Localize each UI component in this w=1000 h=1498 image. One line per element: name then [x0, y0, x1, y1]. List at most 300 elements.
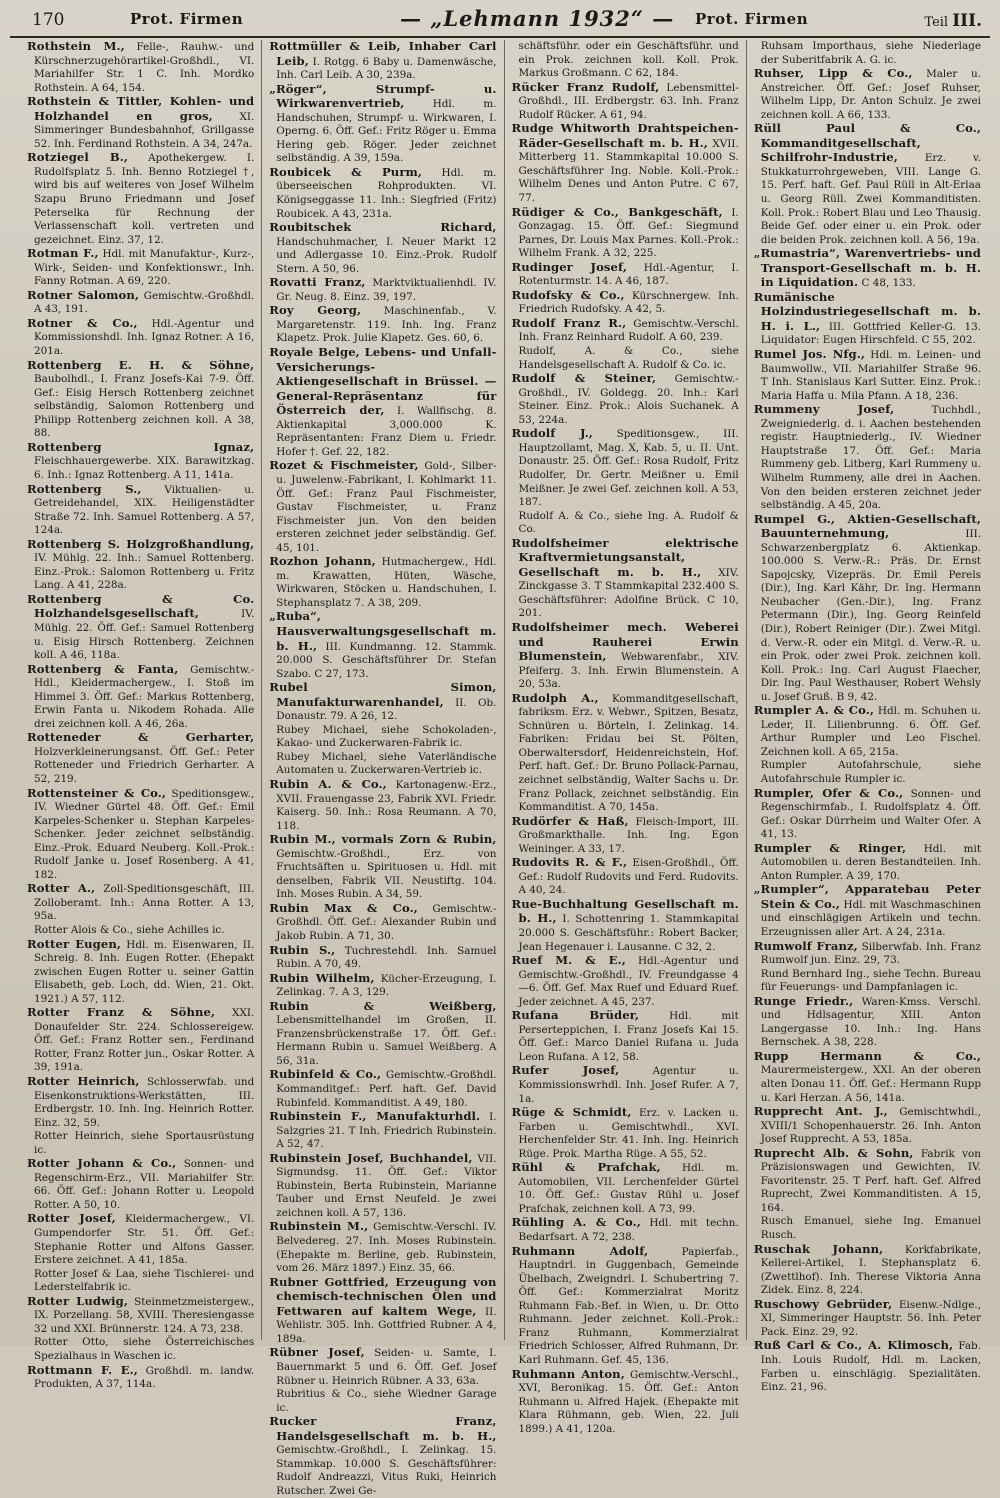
firm-name: Rotner Salomon,: [27, 287, 140, 302]
entry-text: Kücher-Erzeugung, I. Zelinkag. 7. A 3, 129.: [276, 972, 497, 999]
directory-entry: [754, 291, 981, 348]
entry-text: Hdl. mit Manufaktur-, Kurz-, Wirk-, Seiden- und Konfektionswr., Inh. Fanny Rotman. A 69, 220.: [34, 248, 255, 288]
directory-entry: [754, 995, 981, 1050]
firm-name: Rumpler, Ofer & Co.,: [753, 785, 904, 800]
entry-text: Gemischtw.-Großhdl. Kommanditgef.: Perf. haft. Gef. David Rubinfeld. Kommanditist. A 49, 180.: [276, 1069, 497, 1109]
directory-entry: [269, 610, 496, 681]
directory-entry: [512, 345, 739, 372]
entry-text: Rudolf A. & Co., siehe Ing. A. Rudolf & Co.: [518, 509, 739, 536]
page-number: 170: [32, 10, 65, 30]
entry-text: Silberwfab. Inh. Franz Rumwolf jun. Einz. 29, 73.: [760, 940, 981, 967]
firm-name: Rupprecht Ant. J.,: [753, 1104, 888, 1119]
entry-text: Hdl. m. überseeischen Rohprodukten. VI. Königseggasse 11. Inh.: Siegfried (Fritz) Roubicek. A 43, 231a.: [276, 166, 497, 220]
directory-entry: [512, 81, 739, 123]
directory-entry: [754, 787, 981, 842]
directory-entry: [754, 842, 981, 884]
directory-entry: [512, 1245, 739, 1368]
directory-entry: [269, 1110, 496, 1152]
directory-entry: [27, 289, 254, 317]
firm-name: Rudolf Franz R.,: [511, 315, 627, 330]
directory-entry: [269, 346, 496, 459]
entry-text: III. Gottfried Keller-G. 13. Liquidator: Eugen Hirschfeld. C 55, 202.: [760, 320, 981, 347]
firm-name: Rubin M., vormals Zorn & Rubin,: [269, 832, 497, 847]
entry-text: Gemischtw.-Verschl. Inh. Franz Reinhard Rudolf. A 60, 239.: [518, 317, 739, 344]
directory-entry: [754, 1215, 981, 1242]
firm-name: Rufer Josef,: [511, 1063, 620, 1078]
firm-name: Roy Georg,: [269, 303, 362, 318]
columns-container: [20, 39, 988, 1497]
entry-text: Hutmachergew., Hdl. m. Krawatten, Hüten, Wäsche, Wirkwaren, Stöcken u. Handschuhen, I. Stephansplatz 7. A 38, 209.: [276, 556, 497, 609]
entry-text: Felle-, Rauhw.- und Kürschnerzugehörartikel-Großhdl., VI. Mariahilfer Str. 1 C. Inh. Mordko Rothstein. A 64, 154.: [34, 41, 255, 94]
entry-text: Eisen-Großhdl., Öff. Gef.: Rudolf Rudovits und Ferd. Rudovits. A 40, 24.: [518, 857, 739, 897]
firm-name: Rotner & Co.,: [27, 315, 138, 330]
firm-name: Rubinfeld & Co.,: [269, 1067, 382, 1082]
firm-name: Rottmüller & Leib, Inhaber Carl Leib,: [269, 39, 497, 68]
directory-entry: [754, 1050, 981, 1105]
entry-text: Rumpler Autofahrschule, siehe Autofahrschule Rumpler ic.: [760, 759, 981, 785]
entry-text: Speditionsgew., IV. Wiedner Gürtel 48. Öff. Gef.: Emil Karpeles-Schenker u. Stephan Karpeles-Schenker. Jeder zeichnet selbständig. Einz.-Prok. Eduard Neuberg. Koll.-Prok.: Rudolf Janke u. Josef Rosenberg. A 41, 182.: [34, 787, 255, 881]
directory-entry: [512, 427, 739, 509]
entry-text: Hdl. mit Perserteppichen, I. Franz Josefs Kai 15. Öff. Gef.: Marco Daniel Rufana u. Juda Leon Rufana. A 12, 58.: [518, 1010, 739, 1063]
firm-name: Ruschak Johann,: [753, 1241, 884, 1256]
entry-text: Gold-, Silber- u. Juwelenw.-Fabrikant, I. Kohlmarkt 11. Öff. Gef.: Franz Paul Fischmeister, Gustav Fischmeister, u. Franz Fischmeister jun. Von den beiden ersteren zeichnet jeder selbständig. Gef. 45, 101.: [276, 460, 497, 554]
entry-text: XI. Simmeringer Bundesbahnhof, Grillgasse 52. Inh. Ferdinand Rothstein. A 34, 247a.: [34, 110, 255, 150]
firm-name: Ruprecht Alb. & Sohn,: [753, 1145, 914, 1160]
directory-entry: [27, 1130, 254, 1157]
directory-entry: [269, 1276, 496, 1347]
entry-text: Rotter Otto, siehe Österreichisches Spezialhaus in Waschen ic.: [34, 1336, 255, 1362]
part-label: Teil: [924, 15, 949, 30]
column-3: [505, 40, 747, 1435]
directory-entry: [269, 166, 496, 221]
section-label-right: Prot. Firmen: [695, 10, 809, 28]
entry-text: Maler u. Anstreicher. Öff. Gef.: Josef Ruhser, Wilhelm Lipp, Dr. Anton Schulz. Je zwei zeichnen koll. A 66, 133.: [760, 68, 981, 121]
entry-text: Zoll-Speditionsgeschäft, III. Zolloberamt. Inh.: Anna Rotter. A 13, 95a.: [34, 883, 255, 923]
directory-entry: [269, 304, 496, 346]
firm-name: Rottenberg Ignaz,: [27, 439, 255, 454]
entry-text: Hdl. mit techn. Bedarfsart. A 72, 238.: [518, 1217, 739, 1244]
directory-entry: [269, 1220, 496, 1275]
entry-text: Hdl. mit Waschmaschinen und einschlägigen Artikeln und techn. Erzeugnissen aller Art. A 24, 231a.: [760, 898, 981, 938]
firm-name: Rüge & Schmidt,: [511, 1105, 632, 1120]
directory-entry: [269, 833, 496, 902]
directory-entry: [27, 882, 254, 924]
entry-text: Hdl. m. Eisenwaren, II. Schreig. 8. Inh. Eugen Rotter. (Ehepakt zwischen Eugen Rotter u. seiner Gattin Elisabeth, geb. Loch, dd. Wien, 21. Okt. 1921.) A 57, 112.: [34, 938, 255, 1005]
directory-entry: [269, 1388, 496, 1415]
firm-name: „Rumpler“, Apparatebau Peter Stein & Co.,: [753, 882, 981, 911]
directory-entry: [754, 704, 981, 759]
firm-name: Ruhser, Lipp & Co.,: [753, 66, 913, 81]
entry-text: I. Salzgries 21. T Inh. Friedrich Rubinstein. A 52, 47.: [276, 1111, 497, 1151]
entry-text: Rudolf, A. & Co., siehe Handelsgesellschaft A. Rudolf & Co. ic.: [518, 345, 739, 371]
firm-name: Royale Belge, Lebens- und Unfall-Versicherungs-Aktiengesellschaft in Brüssel. — General-Repräsentanz für Österreich der,: [269, 345, 497, 418]
column-2: [262, 39, 504, 1497]
entry-text: Großhdl. m. landw. Produkten, A 37, 114a.: [34, 1364, 255, 1391]
firm-name: Rudge Whitworth Drahtspeichen-Räder-Gesellschaft m. b. H.,: [511, 121, 739, 150]
firm-name: Rühling A. & Co.,: [511, 1215, 641, 1230]
firm-name: Ruschowy Gebrüder,: [753, 1296, 893, 1311]
directory-entry: [27, 787, 254, 883]
entry-text: Handschuhmacher, I. Neuer Markt 12 und Adlergasse 10. Einz.-Prok. Rudolf Stern. A 50, 96.: [276, 235, 497, 275]
firm-name: Rudörfer & Haß,: [511, 813, 629, 828]
part-number: III.: [952, 11, 982, 31]
directory-entry: [27, 538, 254, 593]
entry-text: schäftsführ. oder ein Geschäftsführ. und ein Prok. zeichnen koll. Koll. Prok. Markus Großmann. C 62, 184.: [518, 40, 739, 80]
entry-text: XVII. Mitterberg 11. Stammkapital 10.000 S. Geschäftsführer Ing. Noble. Koll.-Prok.: Wilhelm Denes und Anton Putre. C 67, 77.: [518, 137, 739, 205]
directory-entry: [754, 759, 981, 786]
entry-text: Gemischtw.-Großhdl., I. Zelinkag. 15. Stammkap. 10.000 S. Geschäftsführer: Rudolf Andreazzi, Vitus Ruki, Heinrich Rutscher. Zwei Ge-: [276, 1444, 497, 1497]
entry-text: IV. Mühlg. 22. Öff. Gef.: Samuel Rottenberg u. Eisig Hirsch Rottenberg. Zeichnen koll. A 46, 118a.: [34, 608, 255, 662]
entry-text: Papierfab., Hauptndrl. in Guggenbach, Gemeinde Übelbach, Zweigndrl. I. Schubertring 7. Öff. Gef.: Kommerzialrat Moritz Ruhmann Fab.-Bef. in Wien, u. Dr. Otto Ruhmann. Jeder zeichnet. Koll.-Prok.: Franz Ruhmann, Kommerzialrat Friedrich Schlosser, Alfred Ruhmann, Dr. Karl Ruhmann. Gef. 45, 136.: [518, 1245, 739, 1366]
entry-text: XXI. Donaufelder Str. 224. Schlossereigew. Öff. Gef.: Franz Rotter sen., Ferdinand Rotter, Franz Rotter jun., Oskar Rotter. A 39, 191a.: [34, 1007, 255, 1074]
entry-text: Korkfabrikate, Kellerei-Artikel, I. Stephansplatz 6. (Zwettlhof). Inh. Therese Viktoria Anna Zidek. Einz. 8, 224.: [760, 1243, 981, 1297]
directory-entry: [269, 944, 496, 972]
entry-text: I. Rotgg. 6 Baby u. Damenwäsche, Inh. Carl Leib. A 30, 239a.: [276, 55, 497, 82]
entry-text: Holzverkleinerungsanst. Öff. Gef.: Peter Rotteneder und Friedrich Gerharter. A 52, 219.: [34, 745, 255, 785]
firm-name: Rottenberg & Fanta,: [27, 661, 179, 676]
entry-text: Hdl. m. Automobilen, VII. Lerchenfelder Gürtel 10. Öff. Gef.: Gustav Rühl u. Josef Prafchak, zeichnen koll. A 73, 99.: [518, 1162, 739, 1215]
running-title: — „Lehmann 1932“ —: [400, 6, 675, 31]
firm-name: Rüll Paul & Co., Kommanditgesellschaft, Schilfrohr-Industrie,: [753, 121, 981, 165]
directory-entry: [27, 359, 254, 441]
firm-name: Rozhon Johann,: [269, 554, 376, 569]
column-1: [20, 39, 262, 1391]
directory-entry: [27, 483, 254, 538]
entry-text: Tuchrestehdl. Inh. Samuel Rubin. A 70, 49.: [276, 944, 497, 971]
entry-text: Apothekergew. I. Rudolfsplatz 5. Inh. Benno Rotziegel †, wird bis auf weiteres von Josef Wilhelm Szapu Bruno Friedmann und Josef Peterselka für Rechnung der Verlassenschaft koll. vertreten und gezeichnet. Einz. 37, 12.: [34, 152, 255, 246]
directory-entry: [754, 1339, 981, 1394]
firm-name: Rupp Hermann & Co.,: [753, 1048, 981, 1063]
firm-name: Roubitschek Richard,: [269, 220, 497, 235]
directory-entry: [512, 510, 739, 537]
firm-name: Rudinger Josef,: [511, 259, 627, 274]
firm-name: Rubin Wilhelm,: [269, 970, 375, 985]
firm-name: Ruhmann Anton,: [511, 1366, 625, 1381]
entry-text: Kürschnergew. Inh. Friedrich Rudofsky. A 42, 5.: [518, 289, 739, 316]
entry-text: Rund Bernhard Ing., siehe Techn. Bureau für Feuerungs- und Dampfanlagen ic.: [760, 967, 981, 994]
entry-text: Hdl.-Agentur, I. Rotenturmstr. 14. A 46, 187.: [518, 261, 739, 288]
firm-name: Rumänische Holzindustriegesellschaft m. b. H. i. L.,: [753, 289, 981, 333]
directory-entry: [512, 206, 739, 261]
firm-name: Rumel Jos. Nfg.,: [753, 347, 865, 362]
directory-entry: [754, 1105, 981, 1147]
firm-name: Rudolph A.,: [511, 690, 599, 705]
entry-text: Rubey Michael, siehe Vaterländische Automaten u. Zuckerwaren-Vertrieb ic.: [276, 750, 497, 777]
firm-name: Rufana Brüder,: [511, 1008, 640, 1023]
entry-text: I. Wallfischg. 8. Aktienkapital 3,000.000 K. Repräsentanten: Franz Diem u. Friedr. Hofer †. Gef. 22, 182.: [276, 405, 497, 458]
directory-entry: [27, 593, 254, 663]
firm-name: Rotter A.,: [27, 881, 96, 896]
directory-entry: [27, 40, 254, 95]
directory-entry: [269, 555, 496, 610]
directory-entry: [512, 692, 739, 815]
directory-entry: [512, 1064, 739, 1106]
directory-entry: [27, 1006, 254, 1075]
firm-name: „Röger“, Strumpf- u. Wirkwarenvertrieb,: [269, 81, 497, 111]
entry-text: C 48, 133.: [861, 277, 916, 290]
directory-entry: [269, 724, 496, 751]
firm-name: Rumpler & Ringer,: [753, 840, 907, 855]
directory-entry: [754, 67, 981, 122]
firm-name: Ruhmann Adolf,: [511, 1243, 649, 1258]
entry-text: Lebensmittelhandel im Großen, II. Franzensbrückenstraße 17. Öff. Gef.: Hermann Rubin u. Samuel Weißberg. A 56, 31a.: [276, 1014, 497, 1067]
entry-text: Webwarenfabr., XIV. Pfeiferg. 3. Inh. Erwin Blumenstein. A 20, 53a.: [518, 651, 739, 691]
firm-name: Rottenberg S.,: [27, 481, 142, 496]
part-indicator: [924, 11, 982, 31]
firm-name: Rücker Franz Rudolf,: [511, 79, 660, 94]
directory-entry: [512, 1009, 739, 1064]
directory-entry: [27, 1336, 254, 1363]
entry-text: Hdl. m. Leinen- und Baumwollw., VII. Mariahilfer Straße 96. T Inh. Stanislaus Karl Sutter. Einz. Prok.: Maria Haffa u. Mila Pfann. A 18, 236.: [760, 349, 981, 402]
entry-text: Gemischtw.-Hdl., Kleidermachergew., I. Stoß im Himmel 3. Öff. Gef.: Markus Rottenberg, Erwin Fanta u. Nikodem Rohada. Alle drei zeichnen koll. A 46, 26a.: [34, 663, 255, 730]
directory-entry: [27, 663, 254, 732]
directory-entry: [512, 537, 739, 621]
entry-text: Maurermeistergew., XXI. An der oberen alten Donau 11. Öff. Gef.: Hermann Rupp u. Karl Herzan. A 56, 141a.: [760, 1064, 981, 1104]
directory-entry: [27, 1212, 254, 1267]
entry-text: Fab. Inh. Louis Rudolf, Hdl. m. Lacken, Farben u. einschlägig. Spezialitäten. Einz. 21, 96.: [760, 1340, 981, 1394]
entry-text: Speditionsgew., III. Hauptzollamt, Mag. X, Kab. 5, u. II. Unt. Donaustr. 25. Öff. Gef.: Rosa Rudolf, Fritz Rudolfer, Dr. Gertr. Meißner u. Emil Meißner. Je zwei Gef. zeichnen koll. A 53, 187.: [518, 428, 739, 509]
directory-entry: [512, 1161, 739, 1216]
entry-text: Gemischtw.-Verschl., XVI, Beronikag. 15. Öff. Gef.: Anton Ruhmann u. Alfred Hajek. (Ehepakte mit Klara Rühmann, geb. Wien, 22. Juli 1899.) A 41, 120a.: [518, 1368, 739, 1435]
entry-text: Erz. v. Lacken u. Farben u. Gemischtwhdl., XVI. Herchenfelder Str. 41. Inh. Ing. Heinrich Rüge. Prok. Martha Rüge. A 55, 52.: [518, 1107, 739, 1160]
firm-name: „Rumastria“, Warenvertriebs- und Transport-Gesellschaft m. b. H. in Liquidation.: [753, 246, 981, 290]
firm-name: Rozet & Fischmeister,: [269, 458, 419, 473]
directory-entry: [269, 681, 496, 724]
directory-entry: [754, 883, 981, 939]
directory-entry: [512, 621, 739, 692]
entry-text: Rusch Emanuel, siehe Ing. Emanuel Rusch.: [760, 1215, 981, 1242]
firm-name: Rubinstein M.,: [269, 1219, 369, 1234]
entry-text: Steinmetzmeistergew., IX. Porzellang. 58, XVIII. Theresiengasse 32 und XXI. Brünnerstr. 124. A 73, 238.: [34, 1295, 255, 1335]
firm-name: Rotter Eugen,: [27, 936, 122, 951]
directory-entry: [512, 898, 739, 954]
directory-entry: [754, 1243, 981, 1298]
directory-entry: [512, 122, 739, 205]
firm-name: Rotter Josef,: [27, 1211, 116, 1226]
directory-entry: [27, 1295, 254, 1337]
entry-text: Hdl. mit Automobilen u. deren Bestandteilen. Inh. Anton Rumpler. A 39, 170.: [760, 842, 981, 882]
firm-name: Rumpel G., Aktien-Gesellschaft, Bauunternehmung,: [753, 511, 981, 541]
directory-entry: [754, 40, 981, 67]
entry-text: Viktualien- u. Getreidehandel, XIX. Heiligenstädter Straße 72. Inh. Samuel Rottenberg. A 57, 124a.: [34, 483, 255, 537]
firm-name: Rotziegel B.,: [27, 150, 128, 165]
directory-entry: [754, 348, 981, 403]
firm-name: Ruef M. & E.,: [511, 953, 626, 968]
firm-name: Rottensteiner & Co.,: [27, 785, 167, 800]
directory-entry: [269, 221, 496, 276]
directory-entry: [754, 513, 981, 705]
directory-entry: [27, 1075, 254, 1130]
directory-entry: [27, 95, 254, 151]
directory-entry: [269, 1068, 496, 1110]
firm-name: Rubner Gottfried, Erzeugung von chemisch-technischen Ölen und Fettwaren auf kaltem Wege,: [269, 1274, 497, 1318]
entry-text: Seiden- u. Samte, I. Bauernmarkt 5 und 6. Öff. Gef. Josef Rübner u. Heinrich Rübner. A 33, 63a.: [276, 1347, 497, 1387]
entry-text: Rubey Michael, siehe Schokoladen-, Kakao- und Zuckerwaren-Fabrik ic.: [276, 723, 497, 750]
firm-name: Rudolf J.,: [511, 426, 593, 441]
firm-name: Rottenberg S. Holzgroßhandlung,: [27, 536, 255, 551]
directory-entry: [27, 731, 254, 786]
directory-entry: [27, 151, 254, 247]
directory-entry: [269, 1152, 496, 1221]
directory-entry: [269, 40, 496, 83]
firm-name: Rotter Johann & Co.,: [27, 1156, 177, 1171]
directory-entry: [27, 1157, 254, 1212]
entry-text: Sonnen- und Regenschirmfab., I. Rudolfsplatz 4. Öff. Gef.: Oskar Dürrheim und Walter Ofer. A 41, 13.: [760, 787, 982, 841]
entry-text: II. Wehlistr. 305. Inh. Gottfried Rubner. A 4, 189a.: [276, 1305, 497, 1345]
directory-entry: [512, 954, 739, 1009]
firm-name: Rothstein & Tittler, Kohlen- und Holzhandel en gros,: [27, 94, 255, 123]
firm-name: Rubin Max & Co.,: [269, 900, 418, 915]
firm-name: Rue-Buchhaltung Gesellschaft m. b. H.,: [511, 896, 739, 926]
directory-entry: [27, 441, 254, 483]
firm-name: Rühl & Prafchak,: [511, 1160, 661, 1175]
entry-text: Fleisch-Import, III. Großmarkthalle. Inh. Ing. Egon Weininger. A 33, 17.: [518, 815, 739, 855]
firm-name: Ruß Carl & Co., A. Klimosch,: [753, 1338, 954, 1353]
directory-entry: [754, 968, 981, 995]
firm-name: Runge Friedr.,: [753, 993, 854, 1008]
entry-text: Hdl.-Agentur und Gemischtw.-Großhdl., IV. Freundgasse 4—6. Öff. Gef. Max Ruef und Eduard Ruef. Jeder zeichnet. A 45, 237.: [518, 955, 739, 1008]
directory-entry: [27, 317, 254, 359]
section-label-left: Prot. Firmen: [130, 10, 244, 28]
entry-text: Gemischtw.-Großhdl., Erz. von Fruchtsäften u. Spirituosen u. Hdl. mit denselben, Fabrik VII. Neustiftg. 104. Inh. Moses Rubin. A 34, 59.: [276, 847, 497, 901]
firm-name: Rotter Franz & Söhne,: [27, 1005, 216, 1020]
column-4: [747, 40, 988, 1394]
directory-entry: [512, 815, 739, 857]
firm-name: Rottmann F. E.,: [27, 1362, 138, 1377]
firm-name: Rübner Josef,: [269, 1345, 365, 1360]
directory-entry: [269, 1346, 496, 1388]
directory-entry: [754, 1147, 981, 1216]
entry-text: Kleidermachergew., VI. Gumpendorfer Str. 51. Öff. Gef.: Stephanie Rotter und Alfons Gasser. Erstere zeichnet. A 41, 185a.: [34, 1213, 255, 1267]
firm-name: „Ruba“, Hausverwaltungsgesellschaft m. b. H.,: [269, 609, 497, 653]
directory-entry: [754, 122, 981, 247]
directory-entry: [269, 1415, 496, 1498]
entry-text: Tuchhdl., Zweigniederlg. d. i. Aachen bestehenden registr. Hauptniederlg., IV. Wiedner Hauptstraße 17. Öff. Gef.: Maria Rummeny geb. Litberg, Karl Rummeny u. Wilhelm Rummeny, alle drei in Aachen. Von den beiden ersteren zeichnet jeder selbständig. A 45, 20a.: [760, 404, 981, 512]
entry-text: VII. Sigmundsg. 11. Öff. Gef.: Viktor Rubinstein, Berta Rubinstein, Marianne Tauber und Ernst Neufeld. Je zwei zeichnen koll. A 57, 136.: [276, 1152, 497, 1219]
firm-name: Rubinstein F., Manufakturhdl.: [269, 1109, 481, 1124]
entry-text: Sonnen- und Regenschirm-Erz., VII. Mariahilfer Str. 66. Öff. Gef.: Johann Rotter u. Leopold Rotter. A 50, 10.: [34, 1158, 255, 1211]
entry-text: IV. Mühlg. 22. Inh.: Samuel Rottenberg. Einz.-Prok.: Salomon Rottenberg u. Fritz Lang. A 41, 228a.: [34, 552, 255, 592]
entry-text: I. Gonzagag. 15. Öff. Gef.: Siegmund Parnes, Dr. Louis Max Parnes. Koll.-Prok.: Wilhelm Frank. A 32, 225.: [518, 206, 739, 260]
directory-entry: [512, 317, 739, 345]
entry-text: Fabrik von Präzisionswagen und Gewichten, IV. Favoritenstr. 25. T Perf. haft. Gef. Alfred Ruprecht, Zwei Kommanditisten. A 15, 164.: [760, 1147, 981, 1214]
entry-text: Gemischtw.-Großhdl., IV. Goldegg. 20. Inh.: Karl Steiner. Einz. Prok.: Alois Suchanek. A 53, 224a.: [518, 373, 739, 426]
firm-name: Rothstein M.,: [27, 39, 125, 53]
directory-entry: [27, 247, 254, 289]
entry-text: Gemischtw.-Großhdl. Öff. Gef.: Alexander Rubin und Jakob Rubin. A 71, 30.: [276, 902, 497, 942]
directory-entry: [512, 1106, 739, 1161]
entry-text: Kommanditgesellschaft, fabriksm. Erz. v. Webwr., Spitzen, Besatz, Schnüren u. Börteln, I. Zelinkag. 14. Fabriken: Fridau bei St. Pölten, Oberwaltersdorf, Heidenreichstein, Hof. Perf. haft. Gef.: Dr. Bruno Pollack-Parnau, zeichnet selbständig, Walter Sachs u. Dr. Franz Pollack, zeichnet selbständig. Ein Kommanditist. A 70, 145a.: [518, 692, 739, 814]
entry-text: II. Ob. Donaustr. 79. A 26, 12.: [276, 696, 497, 723]
directory-entry: [269, 1000, 496, 1069]
directory-entry: [512, 1368, 739, 1437]
firm-name: Rottenberg E. H. & Söhne,: [27, 357, 255, 372]
directory-entry: [512, 372, 739, 427]
directory-entry: [512, 40, 739, 81]
entry-text: Schlosserwfab. und Eisenkonstruktions-Werkstätten, III. Erdbergstr. 10. Inh. Ing. Heinrich Rotter. Einz. 32, 59.: [34, 1076, 255, 1129]
firm-name: Rudovits R. & F.,: [511, 855, 628, 870]
firm-name: Roubicek & Purm,: [269, 164, 423, 179]
firm-name: Rubin & Weißberg,: [269, 998, 497, 1013]
firm-name: Rumpler A. & Co.,: [753, 703, 875, 718]
entry-text: Fleischhauergewerbe. XIX. Barawitzkag. 6. Inh.: Ignaz Rottenberg. A 11, 141a.: [34, 455, 255, 481]
entry-text: Agentur u. Kommissionswrhdl. Inh. Josef Rufer. A 7, 1a.: [518, 1065, 739, 1105]
entry-text: Lebensmittel-Großhdl., III. Erdbergstr. 63. Inh. Franz Rudolf Rücker. A 61, 94.: [518, 81, 739, 121]
directory-entry: [754, 1298, 981, 1340]
directory-entry: [27, 1364, 254, 1392]
directory-entry: [269, 459, 496, 555]
firm-name: Rudolfsheimer mech. Weberei und Rauherei Erwin Blumenstein,: [511, 619, 739, 664]
directory-entry: [269, 751, 496, 778]
entry-text: Hdl.-Agentur und Kommissionshdl. Inh. Ignaz Rotner. A 16, 201a.: [34, 317, 255, 358]
page-header: [10, 6, 990, 38]
directory-entry: [269, 972, 496, 1000]
directory-entry: [269, 83, 496, 166]
directory-entry: [269, 778, 496, 833]
directory-entry: [512, 856, 739, 898]
entry-text: Ruhsam Importhaus, siehe Niederlage der Suberitfabrik A. G. ic.: [760, 40, 981, 66]
directory-entry: [27, 938, 254, 1007]
entry-text: Gemischtw.-Verschl. IV. Belvedereg. 27. Inh. Moses Rubinstein. (Ehepakte m. Berline, geb. Rubinstein, vom 26. März 1897.) Einz. 35, 66.: [276, 1221, 497, 1275]
entry-text: Waren-Kmss. Verschl. und Hdlsagentur, XIII. Anton Langergasse 10. Inh.: Ing. Hans Bernschek. A 38, 228.: [760, 995, 981, 1049]
entry-text: Hdl. m. Handschuhen, Strumpf- u. Wirkwaren, I. Operng. 6. Öff. Gef.: Fritz Röger u. Emma Hering geb. Röger. Jeder zeichnet selbständig. A 39, 159a.: [276, 98, 497, 165]
directory-entry: [512, 1216, 739, 1244]
entry-text: Rotter Heinrich, siehe Sportausrüstung ic.: [34, 1130, 255, 1156]
entry-text: Rubritius & Co., siehe Wiedner Garage ic.: [276, 1388, 497, 1414]
entry-text: III. Kundmanng. 12. Stammk. 20.000 S. Geschäftsführer Dr. Stefan Szabo. C 27, 173.: [276, 640, 497, 680]
directory-entry: [512, 289, 739, 317]
entry-text: Gemischtw.-Großhdl. A 43, 191.: [34, 289, 255, 316]
firm-name: Rottenberg & Co. Holzhandelsgesellschaft,: [27, 591, 255, 621]
directory-entry: [269, 276, 496, 304]
directory-entry: [27, 1268, 254, 1295]
entry-text: III. Schwarzenbergplatz 6. Aktienkap. 100.000 S. Verw.-R.: Präs. Dr. Ernst Sapojcsky, Vizepräs. Dr. Emil Perels (Dir.), Ing. Karl Kähr, Dr. Ing. Hermann Neubacher (Gen.-Dir.), Ing. Franz Petermann (Dir.), Ing. Georg Reinfeld (Dir.), Robert Reiniger (Dir.). Zwei Mitgl. d. Verw.-R. oder ein Mitgl. d. Verw.-R. u. ein Prok. oder zwei Prok. zeichnen koll. Koll. Prok.: Ing. Carl August Flaecher, Dir. Ing. Paul Westhauser, Robert Wehsly u. Josef Gruß. B 9, 42.: [760, 528, 981, 703]
directory-entry: [269, 902, 496, 944]
firm-name: Rumwolf Franz,: [753, 938, 858, 953]
entry-text: Erz. v. Stukkaturrohrgeweben, VIII. Lange G. 15. Perf. haft. Gef. Paul Rüll in Alt-Erlaa u. Georg Rüll. Zwei Kommanditisten. Koll. Prok.: Robert Blau und Leo Thausig. Beide Gef. oder einer u. ein Prok. oder die beiden Prok. zeichnen koll. A 56, 19a.: [760, 152, 981, 246]
firm-name: Rotter Ludwig,: [27, 1293, 129, 1308]
entry-text: Maschinenfab., V. Margaretenstr. 119. Inh. Ing. Franz Klapetz. Prok. Julie Klapetz. Ges. 60, 6.: [276, 305, 497, 345]
entry-text: XIV. Zinckgasse 3. T Stammkapital 232.400 S. Geschäftsführer: Adolfine Brück. C 10, 201.: [518, 566, 739, 620]
firm-name: Rudofsky & Co.,: [511, 287, 625, 302]
entry-text: Hdl. m. Schuhen u. Leder, II. Lilienbrunng. 6. Öff. Gef. Arthur Rumpler und Leo Fischel. Zeichnen koll. A 65, 215a.: [760, 705, 981, 758]
firm-name: Rubin A. & Co.,: [269, 776, 387, 791]
directory-entry: [754, 940, 981, 968]
entry-text: Rotter Alois & Co., siehe Achilles ic.: [34, 924, 225, 936]
entry-text: Marktviktualienhdl. IV. Gr. Neug. 8. Einz. 39, 197.: [276, 277, 497, 303]
firm-name: Rubin S.,: [269, 942, 336, 957]
entry-text: Baubolhdl., I. Franz Josefs-Kai 7-9. Öff. Gef.: Eisig Hersch Rottenberg zeichnet selbständig, Salomon Rottenberg und Philipp Rottenberg zeichnen koll. A 38, 88.: [34, 373, 255, 440]
entry-text: Eisenw.-Ndlge., XI, Simmeringer Hauptstr. 56. Inh. Peter Pack. Einz. 29, 92.: [760, 1298, 981, 1338]
firm-name: Rummeny Josef,: [753, 402, 895, 417]
directory-entry: [754, 247, 981, 291]
entry-text: I. Schottenring 1. Stammkapital 20.000 S. Geschäftsführ.: Robert Backer, Jean Hegenauer i. Lausanne. C 32, 2.: [518, 913, 739, 953]
firm-name: Rubinstein Josef, Buchhandel,: [269, 1150, 473, 1165]
directory-entry: [754, 403, 981, 512]
entry-text: Kartonagenw.-Erz., XVII. Frauengasse 23, Fabrik XVI. Friedr. Kaiserg. 50. Inh.: Rosa Reumann. A 70, 118.: [276, 778, 497, 832]
firm-name: Rotteneder & Gerharter,: [27, 730, 255, 745]
entry-text: Rotter Josef & Laa, siehe Tischlerei- und Lederstelfabrik ic.: [34, 1267, 255, 1294]
firm-name: Rotman F.,: [27, 246, 99, 261]
firm-name: Rudolf & Steiner,: [511, 371, 657, 386]
directory-entry: [27, 924, 254, 938]
entry-text: Gemischtwhdl., XVIII/1 Schopenhauerstr. 26. Inh. Anton Josef Rupprecht. A 53, 185a.: [760, 1106, 982, 1146]
firm-name: Rovatti Franz,: [269, 275, 366, 290]
firm-name: Rüdiger & Co., Bankgeschäft,: [511, 204, 723, 219]
firm-name: Rucker Franz, Handelsgesellschaft m. b. H.,: [269, 1414, 497, 1443]
directory-entry: [512, 261, 739, 289]
firm-name: Rudolfsheimer elektrische Kraftvermietungsanstalt, Gesellschaft m. b. H.,: [511, 535, 739, 579]
